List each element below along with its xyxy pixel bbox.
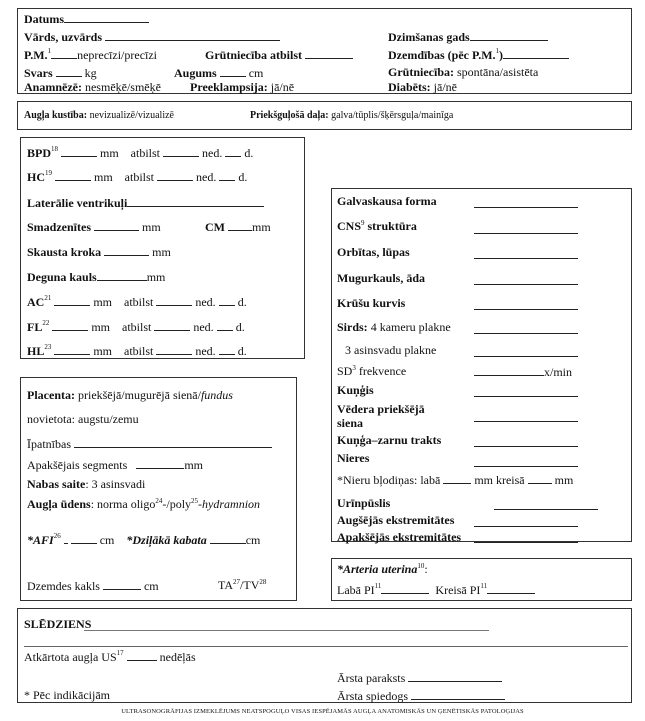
underscore <box>64 532 68 544</box>
repeat-row <box>24 649 196 664</box>
weight-label: Svars <box>24 66 53 80</box>
cord-value: : 3 asinsvadi <box>85 477 146 491</box>
footnote: 11 <box>480 582 488 590</box>
four-chamber-label: 4 kameru plakne <box>370 320 451 334</box>
delivery-row <box>388 47 569 62</box>
fluid-label: Augļa ūdens <box>27 497 91 511</box>
stamp-field[interactable] <box>411 688 505 700</box>
anatomy-field[interactable] <box>474 308 578 310</box>
cord-row <box>27 477 145 491</box>
kg-unit: kg <box>84 66 97 80</box>
indications-note: * Pēc indikācijām <box>24 688 110 702</box>
segment-label: Apakšējais segments <box>27 458 128 472</box>
weeks-field[interactable] <box>156 294 192 306</box>
pi-row <box>337 582 535 597</box>
kidney-right-field[interactable] <box>443 472 471 484</box>
anatomy-field[interactable] <box>474 283 578 285</box>
anatomy-label: CNS$^9$ struktūra <box>337 219 417 233</box>
skausta-label: Skausta kroka <box>27 245 102 259</box>
segment-field[interactable] <box>136 457 184 469</box>
birth-row <box>388 29 548 44</box>
cord-label: Nabas saite <box>27 477 86 491</box>
hl-label: HL <box>27 344 45 358</box>
sd-label: SD <box>337 364 353 378</box>
name-row <box>24 29 280 44</box>
cervix-row <box>27 578 159 593</box>
bpd-row <box>27 145 253 160</box>
right-pi-field[interactable] <box>381 582 429 594</box>
anatomy-field[interactable] <box>474 395 578 397</box>
heart-row <box>337 320 451 334</box>
pocket-label: *Dziļākā kabata <box>126 533 207 547</box>
anatomy-label: Urīnpūslis <box>337 496 391 510</box>
deguna-field[interactable] <box>97 269 147 281</box>
days-unit: d. <box>244 146 254 160</box>
weeks-field[interactable] <box>157 169 193 181</box>
kidney-right-label: *Nieru bļodiņas: labā <box>337 473 441 487</box>
placenta-row <box>27 388 233 402</box>
cm-row <box>205 219 271 234</box>
smadz-row <box>27 219 161 234</box>
preeclampsia-row <box>190 80 294 94</box>
poly-option[interactable]: -/poly <box>162 497 192 511</box>
atbilst-label: atbilst <box>130 146 161 160</box>
ac-label: AC <box>27 295 45 309</box>
hl-field[interactable] <box>54 343 90 355</box>
kidney-pelvis-row <box>337 472 573 487</box>
atbilst-label: atbilst <box>124 295 154 309</box>
anamnesis-label: Anamnēzē: <box>24 80 82 94</box>
mm-unit: mm <box>554 473 574 487</box>
anatomy-field[interactable] <box>474 332 578 334</box>
weeks-field[interactable] <box>163 145 199 157</box>
anatomy-label: Augšējās ekstremitātes <box>337 513 455 527</box>
mm-unit: mm <box>146 270 166 284</box>
placenta-label: Placenta: <box>27 388 75 402</box>
cm-unit: cm <box>245 533 261 547</box>
days-unit: d. <box>238 170 248 184</box>
sd-field[interactable] <box>474 364 544 376</box>
mm-unit: mm <box>252 220 271 234</box>
left-pi-label: Kreisā PI <box>435 583 481 597</box>
cervix-label: Dzemdes kakls <box>27 579 100 593</box>
footnote: 24 <box>155 497 163 505</box>
height-row <box>174 65 263 80</box>
deguna-label: Deguna kauls <box>27 270 97 284</box>
footnote: 9 <box>361 219 365 227</box>
footnote: 28 <box>259 578 267 586</box>
repeat-field[interactable] <box>127 649 157 661</box>
cm-unit: cm <box>143 579 159 593</box>
segment-row <box>27 457 203 472</box>
footnote: 1 <box>47 47 52 55</box>
mm-unit: mm <box>142 220 161 234</box>
colon: : <box>424 562 428 576</box>
mm-unit: mm <box>152 245 171 259</box>
features-row <box>27 436 272 451</box>
skausta-field[interactable] <box>104 244 149 256</box>
anamnesis-options[interactable]: nesmēķē/smēķē <box>84 80 161 94</box>
atbilst-label: atbilst <box>124 170 155 184</box>
cns-label: struktūra <box>367 219 417 233</box>
preg-match-field[interactable] <box>305 47 353 59</box>
date-label: Datums <box>24 12 65 26</box>
fl-row <box>27 319 245 334</box>
heart-label: Sirds: <box>337 320 368 334</box>
days-field[interactable] <box>219 343 235 355</box>
mm-unit: mm <box>184 458 203 472</box>
pm-label: P.M. <box>24 48 48 62</box>
ac-row <box>27 294 247 309</box>
signature-label: Ārsta paraksts <box>337 671 406 685</box>
atbilst-label: atbilst <box>124 344 154 358</box>
anamnesis-row <box>24 80 161 94</box>
mm-unit: mm <box>100 146 119 160</box>
footnote: 25 <box>191 497 199 505</box>
footnote: 3 <box>352 364 356 372</box>
anatomy-label: Kuņģis <box>337 383 374 397</box>
name-field[interactable] <box>105 29 280 41</box>
mm-unit: mm <box>94 170 113 184</box>
conclusion-title: SLĒDZIENS <box>24 617 92 631</box>
lat-field[interactable] <box>127 195 264 207</box>
mm-unit: mm <box>93 344 113 358</box>
pm-field[interactable] <box>51 47 77 59</box>
weeks-field[interactable] <box>154 319 190 331</box>
delivery-label: Dzemdības (pēc P.M. <box>388 48 496 62</box>
weeks-unit: nedēļās <box>159 650 196 664</box>
features-field[interactable] <box>74 436 272 448</box>
name-label: Vārds, uzvārds <box>24 30 103 44</box>
preeclampsia-label: Preeklampsija: <box>190 80 268 94</box>
footnote: 18 <box>51 145 58 153</box>
date-row <box>24 11 149 26</box>
lat-label: Laterālie ventrikuļi <box>27 196 128 210</box>
hydramnion-label: -hydramnion <box>198 497 261 511</box>
smadz-label: Smadzenītes <box>27 220 91 234</box>
height-field[interactable] <box>220 65 246 77</box>
weight-field[interactable] <box>56 65 82 77</box>
weeks-unit: ned. <box>193 320 214 334</box>
days-unit: d. <box>235 320 245 334</box>
anatomy-field[interactable] <box>474 257 578 259</box>
afi-field[interactable] <box>71 532 97 544</box>
presenting-label: Priekšguļošā daļa: <box>250 110 329 121</box>
anatomy-field[interactable] <box>474 541 578 543</box>
date-field[interactable] <box>64 11 149 23</box>
signature-row <box>337 670 502 685</box>
fl-field[interactable] <box>52 319 88 331</box>
footnote: 10 <box>417 562 425 570</box>
footnote: 23 <box>44 343 52 351</box>
hl-row <box>27 343 247 358</box>
birth-year-label: Dzimšanas gads <box>388 30 470 44</box>
days-unit: d. <box>237 295 247 309</box>
footnote: 26 <box>53 532 61 540</box>
pm-options[interactable]: neprecīzi/precīzi <box>77 48 158 62</box>
anatomy-label: Mugurkauls, āda <box>337 271 426 285</box>
cm-label: CM <box>205 220 225 234</box>
weeks-field[interactable] <box>156 343 192 355</box>
deguna-row <box>27 269 165 284</box>
tv-label: /TV <box>240 578 260 592</box>
diabetes-label: Diabēts: <box>388 80 431 94</box>
footnote: 22 <box>42 319 50 327</box>
anatomy-label: Apakšējās ekstremitātes <box>337 530 462 544</box>
birth-year-field[interactable] <box>470 29 548 41</box>
weight-row <box>24 65 97 80</box>
anatomy-field[interactable] <box>474 232 578 234</box>
anatomy-label: Vēdera priekšējā <box>337 402 425 416</box>
footnote: 11 <box>374 582 382 590</box>
weeks-unit: ned. <box>195 295 216 309</box>
bpd-field[interactable] <box>61 145 97 157</box>
placenta-options[interactable]: priekšējā/mugurējā sienā/ <box>77 388 201 402</box>
hc-row <box>27 169 247 184</box>
left-pi-field[interactable] <box>487 582 535 594</box>
days-field[interactable] <box>219 294 235 306</box>
bpd-label: BPD <box>27 146 51 160</box>
preeclampsia-options[interactable]: jā/nē <box>270 80 295 94</box>
footnote: 21 <box>44 294 52 302</box>
anatomy-field[interactable] <box>474 420 578 422</box>
fluid-row <box>27 497 260 511</box>
xmin-unit: x/min <box>544 365 573 379</box>
cm-unit: cm <box>99 533 115 547</box>
skausta-row <box>27 244 171 259</box>
anatomy-field[interactable] <box>474 465 578 467</box>
diabetes-row <box>388 80 457 94</box>
features-label: Īpatnības <box>27 437 71 451</box>
conclusion-field[interactable] <box>84 629 489 631</box>
repeat-label: Atkārtota augļa US <box>24 650 117 664</box>
anatomy-label: Orbītas, lūpas <box>337 245 410 259</box>
cm-field[interactable] <box>228 219 252 231</box>
smadz-field[interactable] <box>94 219 139 231</box>
anatomy-field[interactable] <box>474 525 578 527</box>
mm-unit: mm <box>93 295 113 309</box>
anatomy-field[interactable] <box>474 206 578 208</box>
footnote: 17 <box>116 649 124 657</box>
sd-field-row <box>474 364 572 379</box>
pregnancy-options[interactable]: spontāna/asistēta <box>457 65 539 79</box>
frequency-label: frekvence <box>358 364 407 378</box>
signature-field[interactable] <box>408 670 502 682</box>
fl-label: FL <box>27 320 43 334</box>
ta-tv-options[interactable] <box>218 578 266 592</box>
movement-label: Augļa kustība: <box>24 110 88 121</box>
days-unit: d. <box>237 344 247 358</box>
stamp-label: Ārsta spiedogs <box>337 689 408 703</box>
arteria-title-row <box>337 562 428 576</box>
days-field[interactable] <box>225 145 241 157</box>
afi-row <box>27 532 260 547</box>
anatomy-label: Nieres <box>337 451 370 465</box>
delivery-field[interactable] <box>503 47 569 59</box>
right-pi-label: Labā PI <box>337 583 375 597</box>
cervix-field[interactable] <box>103 578 141 590</box>
atbilst-label: atbilst <box>122 320 152 334</box>
days-field[interactable] <box>217 319 233 331</box>
footer-disclaimer: ULTRASONOGRĀFIJAS IZMEKLĒJUMS NEATSPOGUĻO VISAS IESPĒJAMĀS AUGĻA ANATOMISKĀS UN ĢENĒTISKĀS PATOLOĢIJAS <box>121 708 524 715</box>
preg-match-label: Grūtniecība atbilst <box>205 48 303 62</box>
preg-match-row <box>205 47 353 62</box>
anatomy-label: Kuņģa–zarnu trakts <box>337 433 442 447</box>
lat-row <box>27 195 264 210</box>
height-label: Augums <box>174 66 217 80</box>
fluid-options[interactable]: : norma oligo <box>90 497 156 511</box>
pregnancy-label: Grūtniecība: <box>388 65 454 79</box>
ac-field[interactable] <box>54 294 90 306</box>
anatomy-field[interactable] <box>474 355 578 357</box>
presenting-options[interactable]: galva/tūplis/šķērsguļa/mainīga <box>331 110 454 121</box>
delivery-close: ) <box>499 48 504 62</box>
hc-label: HC <box>27 170 45 184</box>
cm-unit: cm <box>248 66 264 80</box>
arteria-title: *Arteria uterina <box>337 562 418 576</box>
ta-label: TA <box>218 578 234 592</box>
kidney-left-field[interactable] <box>528 472 552 484</box>
three-vessel-label: 3 asinsvadu plakne <box>345 343 437 357</box>
weeks-unit: ned. <box>202 146 223 160</box>
movement-options[interactable]: nevizualizē/vizualizē <box>89 110 174 121</box>
mm-unit: mm <box>91 320 111 334</box>
anatomy-field[interactable] <box>474 445 578 447</box>
pocket-field[interactable] <box>210 532 246 544</box>
afi-label: *AFI <box>27 533 54 547</box>
anatomy-field[interactable] <box>494 508 598 510</box>
footnote: 1 <box>495 47 500 55</box>
stamp-row <box>337 688 505 703</box>
weeks-unit: ned. <box>195 344 216 358</box>
placenta-position[interactable]: novietota: augstu/zemu <box>27 412 139 426</box>
hc-field[interactable] <box>55 169 91 181</box>
days-field[interactable] <box>219 169 235 181</box>
footnote: 19 <box>45 169 52 177</box>
conclusion-row <box>24 617 91 631</box>
fundus-option[interactable]: fundus <box>200 388 233 402</box>
footnote: 27 <box>233 578 241 586</box>
sd-row <box>337 364 406 378</box>
diabetes-options[interactable]: jā/nē <box>433 80 457 94</box>
kidney-left-label: mm kreisā <box>474 473 525 487</box>
movement-row <box>24 109 174 123</box>
weeks-unit: ned. <box>196 170 217 184</box>
anatomy-label: Krūšu kurvis <box>337 296 406 310</box>
anatomy-label: siena <box>337 416 364 430</box>
anatomy-label: Galvaskausa forma <box>337 194 437 208</box>
presenting-row <box>250 109 453 123</box>
pm-row <box>24 47 157 62</box>
conclusion-field-line[interactable] <box>24 646 628 647</box>
pregnancy-row <box>388 65 538 79</box>
